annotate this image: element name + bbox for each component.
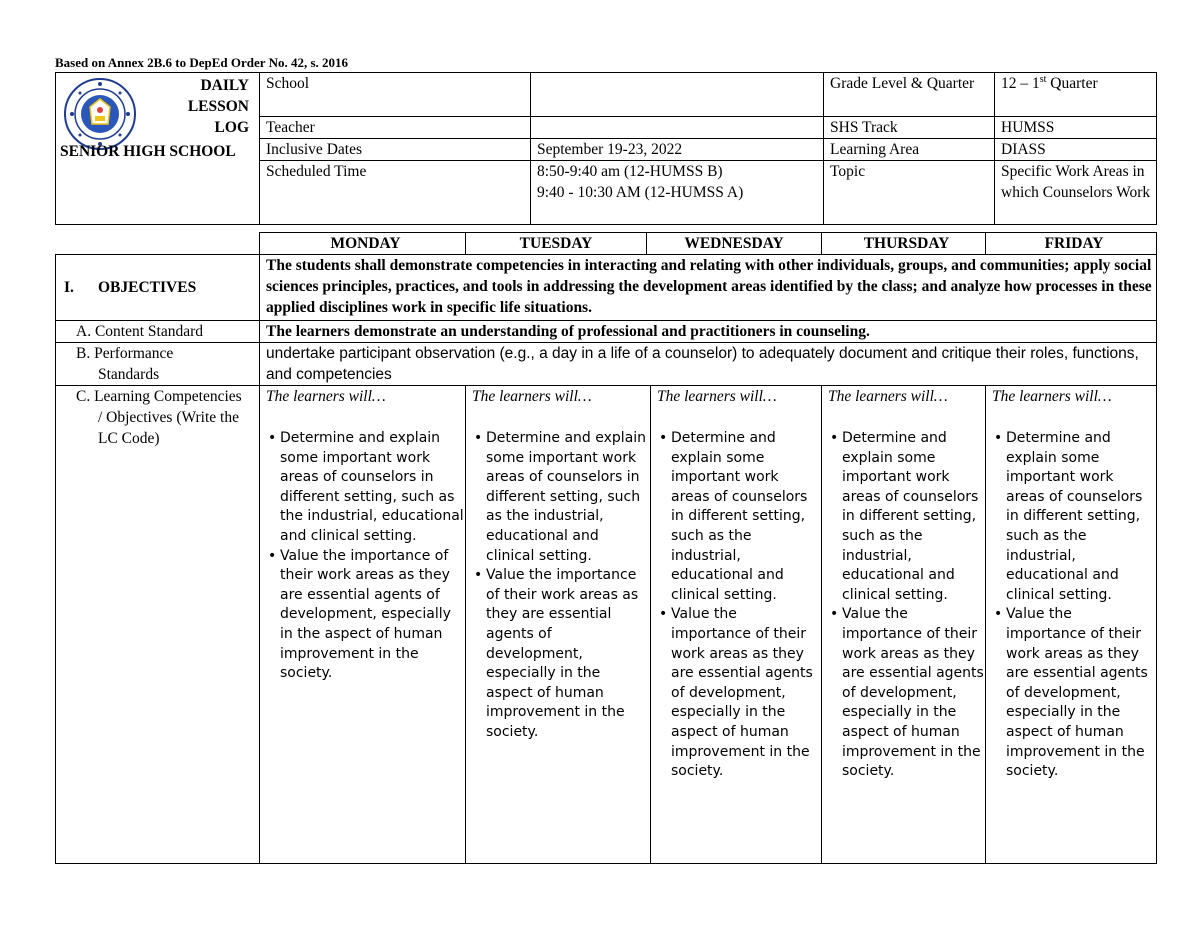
day-header-friday: FRIDAY: [986, 233, 1157, 255]
title-line-log: LOG: [214, 119, 249, 136]
friday-objectives-list: [992, 429, 1156, 782]
objectives-title: OBJECTIVES: [98, 279, 197, 296]
inclusive-dates-value: September 19-23, 2022: [531, 139, 824, 161]
shs-track-label: SHS Track: [824, 117, 995, 139]
title-block: [56, 73, 260, 225]
shs-track-value: HUMSS: [995, 117, 1157, 139]
performance-standards-text: undertake participant observation (e.g., a day in a life of a counselor) to adequately document and critique their roles, functions, and competencies: [260, 343, 1157, 386]
grade-value-sup: st: [1039, 73, 1047, 85]
scheduled-time-label: Scheduled Time: [260, 161, 531, 225]
title-line-daily: DAILY: [200, 77, 249, 94]
day-header-monday: MONDAY: [260, 233, 466, 255]
deped-seal-icon: [59, 77, 141, 151]
day-header-tuesday-label: TUESDAY: [519, 235, 593, 252]
daily-lesson-log-title: [188, 75, 249, 138]
objectives-label: [56, 255, 260, 321]
performance-label-line-1: B. Performance: [76, 345, 174, 362]
school-value: [531, 73, 824, 117]
schedule-line-2: 9:40 - 10:30 AM (12-HUMSS A): [537, 184, 744, 201]
monday-objectives-list: [266, 429, 465, 684]
header-info-table: [55, 72, 1157, 225]
day-header-thursday: THURSDAY: [822, 233, 986, 255]
list-item: • Value the importance of their work areas as they are essential agents of development, especially in the aspect of human improvement in the society.: [828, 605, 985, 781]
list-item: • Value the importance of their work areas as they are essential agents of development, especially in the aspect of human improvement in the society.: [472, 566, 650, 742]
list-item: • Determine and explain some important work areas of counselors in different setting, such as the industrial, educational and clinical setting.: [992, 429, 1156, 605]
list-item: • Determine and explain some important work areas of counselors in different setting, such as the industrial, educational and clinical setting.: [828, 429, 985, 605]
grade-value-prefix: 12 – 1: [1001, 75, 1040, 92]
friday-intro: The learners will…: [992, 388, 1112, 405]
title-line-lesson: LESSON: [187, 98, 249, 115]
wednesday-intro: The learners will…: [657, 388, 777, 405]
tuesday-objectives-list: [472, 429, 650, 743]
thursday-objectives-list: [828, 429, 985, 782]
school-type: SENIOR HIGH SCHOOL: [60, 143, 236, 160]
content-standard-label: A. Content Standard: [56, 321, 260, 343]
learning-area-label: Learning Area: [824, 139, 995, 161]
day-header-wednesday: WEDNESDAY: [646, 233, 821, 254]
list-item: • Determine and explain some important work areas of counselors in different setting, such as the industrial, educational and clinical setting.: [657, 429, 821, 605]
lesson-table: [55, 232, 1157, 864]
wednesday-competencies: [651, 386, 822, 864]
list-item: • Value the importance of their work areas as they are essential agents of development, especially in the aspect of human improvement in the society.: [992, 605, 1156, 781]
objectives-number: I.: [64, 279, 74, 296]
day-header-tuesday: [466, 233, 822, 255]
monday-intro: The learners will…: [266, 388, 386, 405]
teacher-label: Teacher: [260, 117, 531, 139]
topic-value: Specific Work Areas in which Counselors Work: [995, 161, 1157, 225]
thursday-competencies: [822, 386, 986, 864]
teacher-value: [531, 117, 824, 139]
learning-competencies-text: C. Learning Competencies / Objectives (Write the LC Code): [76, 388, 242, 447]
grade-level-value: [995, 73, 1157, 117]
list-item: • Determine and explain some important work areas of counselors in different setting, such as the industrial, educational and clinical setting.: [472, 429, 650, 566]
learning-competencies-label: [56, 386, 260, 864]
inclusive-dates-label: Inclusive Dates: [260, 139, 531, 161]
tuesday-intro: The learners will…: [472, 388, 592, 405]
list-item: • Value the importance of their work areas as they are essential agents of development, especially in the aspect of human improvement in the society.: [657, 605, 821, 781]
performance-standards-label: [56, 343, 260, 386]
list-item: • Determine and explain some important work areas of counselors in different setting, such as the industrial, educational and clinical setting.: [266, 429, 465, 547]
list-item: • Value the importance of their work areas as they are essential agents of development, especially in the aspect of human improvement in the society.: [266, 547, 465, 684]
school-label: School: [260, 73, 531, 117]
schedule-line-1: 8:50-9:40 am (12-HUMSS B): [537, 163, 723, 180]
days-header-blank: [56, 233, 260, 255]
scheduled-time-value: [531, 161, 824, 225]
grade-level-label: Grade Level & Quarter: [824, 73, 995, 117]
tuesday-competencies: [466, 386, 651, 864]
wednesday-objectives-list: [657, 429, 821, 782]
friday-competencies: [986, 386, 1157, 864]
content-standard-text: The learners demonstrate an understanding of professional and practitioners in counseling.: [260, 321, 1157, 343]
performance-label-line-2: Standards: [98, 366, 160, 383]
thursday-intro: The learners will…: [828, 388, 948, 405]
topic-label: Topic: [824, 161, 995, 225]
monday-competencies: [260, 386, 466, 864]
grade-value-suffix: Quarter: [1046, 75, 1098, 92]
objectives-text: The students shall demonstrate competencies in interacting and relating with other individuals, groups, and communities; apply social sciences principles, practices, and tools in addressing the development areas identified by the class; and analyze how processes in these applied disciplines work in specific life situations.: [260, 255, 1157, 321]
annex-note: Based on Annex 2B.6 to DepEd Order No. 42, s. 2016: [55, 55, 349, 70]
learning-area-value: DIASS: [995, 139, 1157, 161]
